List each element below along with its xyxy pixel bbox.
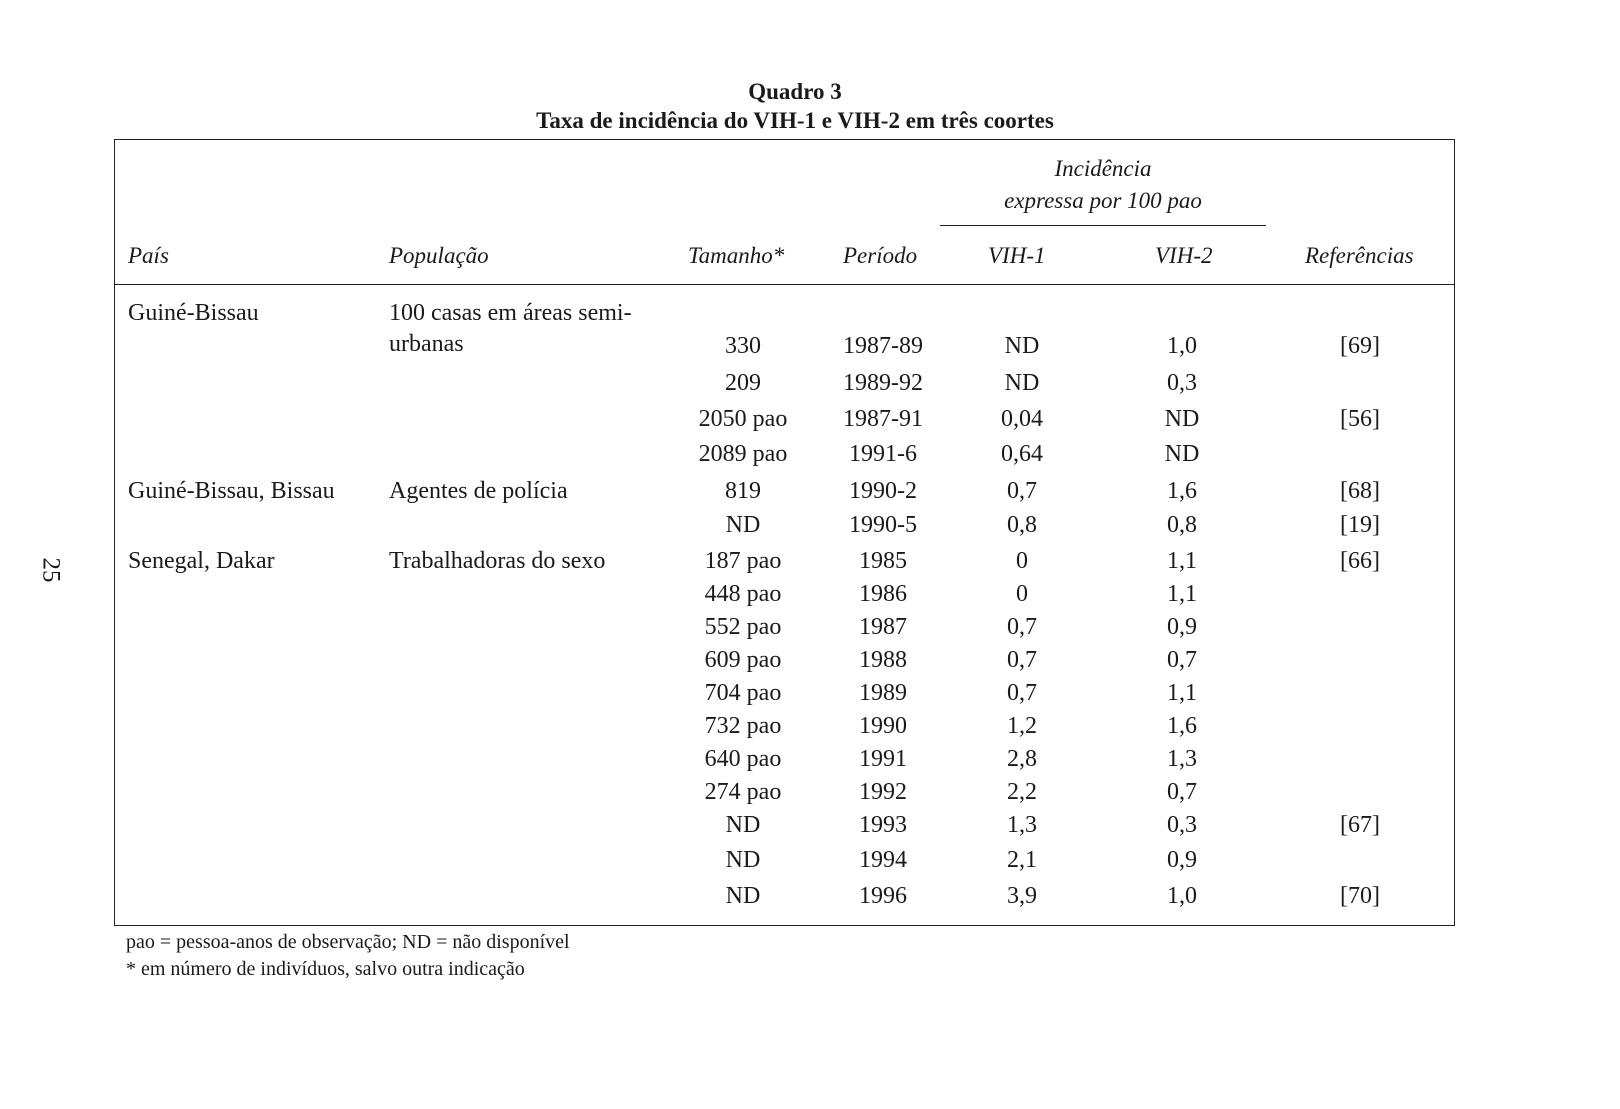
column-header-population: População [389, 243, 489, 268]
column-header-country: País [128, 243, 169, 268]
cell-period: 1985 [859, 548, 907, 574]
cell-vih2: 1,1 [1167, 680, 1197, 706]
cell-vih1: 0,7 [1007, 614, 1037, 640]
cell-period: 1987-89 [843, 333, 923, 359]
cell-vih1: 1,3 [1007, 812, 1037, 838]
cell-reference: [56] [1340, 406, 1380, 432]
cell-population-households-line1: 100 casas em áreas semi- [389, 300, 632, 326]
cell-size: ND [725, 847, 761, 873]
cell-period: 1991-6 [849, 441, 917, 467]
cell-size: ND [725, 512, 761, 538]
cell-vih2: 1,6 [1167, 713, 1197, 739]
cell-vih1: 1,2 [1007, 713, 1037, 739]
group-header-incidence: Incidência [1054, 156, 1152, 181]
table-caption-title: Taxa de incidência do VIH-1 e VIH-2 em três coortes [536, 108, 1054, 133]
cell-size: 209 [725, 370, 761, 396]
table-caption-label: Quadro 3 [748, 79, 842, 104]
cell-size: 274 pao [704, 779, 782, 805]
cell-period: 1988 [859, 647, 907, 673]
cell-period: 1986 [859, 581, 907, 607]
cell-population-households-line2: urbanas [389, 331, 464, 357]
cell-vih1: 2,2 [1007, 779, 1037, 805]
cell-vih1: 0,64 [1001, 441, 1043, 467]
cell-country-guine-bissau-bissau: Guiné-Bissau, Bissau [128, 478, 335, 504]
cell-period: 1989-92 [843, 370, 923, 396]
cell-period: 1990-5 [849, 512, 917, 538]
cell-vih1: 0,04 [1001, 406, 1043, 432]
cell-vih1: 0,8 [1007, 512, 1037, 538]
cell-size: 819 [725, 478, 761, 504]
cell-vih1: 0,7 [1007, 478, 1037, 504]
column-header-vih2: VIH-2 [1155, 243, 1213, 268]
cell-vih2: ND [1164, 441, 1200, 467]
cell-vih2: 0,9 [1167, 614, 1197, 640]
cell-reference: [68] [1340, 478, 1380, 504]
footnote-abbreviations: pao = pessoa-anos de observação; ND = não disponível [126, 931, 570, 953]
cell-country-guine-bissau: Guiné-Bissau [128, 300, 259, 326]
cell-vih2: 1,0 [1167, 333, 1197, 359]
cell-period: 1990-2 [849, 478, 917, 504]
cell-reference: [67] [1340, 812, 1380, 838]
page-number: 25 [37, 557, 65, 583]
cell-period: 1992 [859, 779, 907, 805]
cell-size: ND [725, 812, 761, 838]
cell-reference: [66] [1340, 548, 1380, 574]
cell-size: 2089 pao [698, 441, 788, 467]
cell-vih2: 0,9 [1167, 847, 1197, 873]
cell-population-police: Agentes de polícia [389, 478, 568, 504]
header-divider [114, 284, 1455, 285]
cell-size: 732 pao [704, 713, 782, 739]
group-header-unit: expressa por 100 pao [1004, 188, 1202, 213]
column-header-period: Período [843, 243, 918, 268]
cell-vih2: 0,7 [1167, 779, 1197, 805]
cell-reference: [19] [1340, 512, 1380, 538]
footnote-size-note: * em número de indivíduos, salvo outra indicação [126, 958, 525, 980]
cell-period: 1987 [859, 614, 907, 640]
cell-vih1: 0 [1016, 581, 1028, 607]
cell-reference: [69] [1340, 333, 1380, 359]
cell-vih2: 0,3 [1167, 812, 1197, 838]
cell-size: ND [725, 883, 761, 909]
cell-country-senegal-dakar: Senegal, Dakar [128, 548, 275, 574]
cell-vih1: 2,8 [1007, 746, 1037, 772]
cell-vih1: 3,9 [1007, 883, 1037, 909]
cell-vih2: 0,7 [1167, 647, 1197, 673]
cell-vih2: 1,6 [1167, 478, 1197, 504]
cell-size: 640 pao [704, 746, 782, 772]
cell-period: 1987-91 [843, 406, 923, 432]
cell-period: 1989 [859, 680, 907, 706]
cell-reference: [70] [1340, 883, 1380, 909]
cell-size: 609 pao [704, 647, 782, 673]
cell-vih1: 0 [1016, 548, 1028, 574]
cell-vih1: ND [1004, 370, 1040, 396]
group-header-underline [940, 225, 1266, 226]
cell-size: 448 pao [704, 581, 782, 607]
cell-vih1: 0,7 [1007, 680, 1037, 706]
cell-vih2: 1,0 [1167, 883, 1197, 909]
cell-vih1: 0,7 [1007, 647, 1037, 673]
cell-period: 1996 [859, 883, 907, 909]
cell-vih2: 1,1 [1167, 548, 1197, 574]
cell-size: 552 pao [704, 614, 782, 640]
cell-period: 1991 [859, 746, 907, 772]
cell-vih1: ND [1004, 333, 1040, 359]
cell-vih2: ND [1164, 406, 1200, 432]
cell-vih2: 0,8 [1167, 512, 1197, 538]
cell-size: 704 pao [704, 680, 782, 706]
cell-period: 1993 [859, 812, 907, 838]
cell-vih2: 1,3 [1167, 746, 1197, 772]
cell-period: 1994 [859, 847, 907, 873]
column-header-vih1: VIH-1 [988, 243, 1046, 268]
cell-vih1: 2,1 [1007, 847, 1037, 873]
cell-population-sex-workers: Trabalhadoras do sexo [389, 548, 606, 574]
column-header-references: Referências [1305, 243, 1414, 268]
cell-size: 330 [725, 333, 761, 359]
column-header-size: Tamanho* [688, 243, 785, 268]
cell-size: 2050 pao [698, 406, 788, 432]
cell-vih2: 1,1 [1167, 581, 1197, 607]
cell-vih2: 0,3 [1167, 370, 1197, 396]
cell-period: 1990 [859, 713, 907, 739]
cell-size: 187 pao [704, 548, 782, 574]
